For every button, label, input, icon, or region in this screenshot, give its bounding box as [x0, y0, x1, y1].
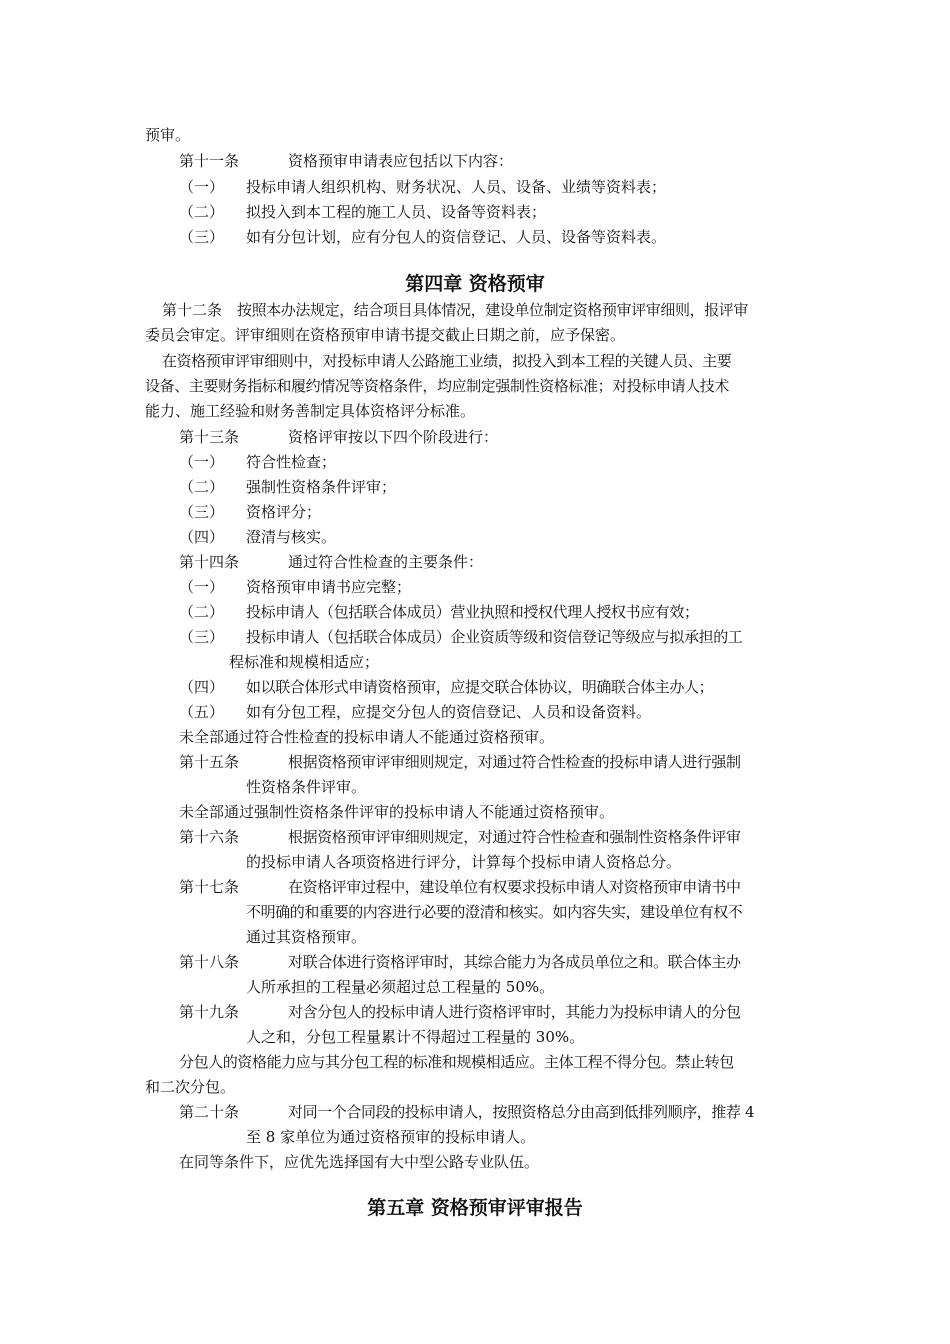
list-item-text: 投标申请人组织机构、财务状况、人员、设备、业绩等资料表；: [246, 178, 667, 196]
article-number: 第十九条: [179, 1003, 240, 1021]
article-number: 第十二条: [162, 301, 223, 319]
list-item-number: （一）: [179, 178, 225, 196]
article-text: 根据资格预审评审细则规定，对通过符合性检查的投标申请人进行强制: [288, 753, 741, 771]
list-item-text: 如有分包工程，应提交分包人的资信登记、人员和设备资料。: [246, 703, 652, 721]
list-item-number: （五）: [179, 703, 225, 721]
chapter-4-heading: 第四章 资格预审: [405, 273, 545, 295]
list-item-number: （三）: [179, 503, 225, 521]
article-text: 通过符合性检查的主要条件：: [288, 553, 484, 571]
article-text: 对联合体进行资格评审时，其综合能力为各成员单位之和。联合体主办: [288, 953, 741, 971]
document-page: 预审。 第十一条 资格预审申请表应包括以下内容： （一） 投标申请人组织机构、财务状况、人员、设备、业绩等资料表； （二） 拟投入到本工程的施工人员、设备等资料表； （三） 如有分包计划，应有分包人的资信登记、人员、设备等资料表。 第四章 资格预审 第十二条 按照本办法规定，结合项目具体情况，建设单位制定资格预审评审细则，报评审 委员会审定。评审细则在资格预审申请书提交截止日期之前，应予保密。 在资格预审评审细则中，对投标申请人公路施工业绩，拟投入到本工程的关键人员、主要 设备、主要财务指标和履约情况等资格条件，均应制定强制性资格标准；对投标申请人技术 能力、施工经验和财务善制定具体资格评分标准。 第十三条 资格评审按以下四个阶段进行： （一） 符合性检查； （二） 强制性资格条件评审； （三） 资格评分； （四） 澄清与核实。 第十四条 通过符合性检查的主要条件： （一） 资格预审申请书应完整； （二） 投标申请人（包括联合体成员）营业执照和授权代理人授权书应有效； （三） 投标申请人（包括联合体成员）企业资质等级和资信登记等级应与拟承担的工 程标准和规模相适应； （四） 如以联合体形式申请资格预审，应提交联合体协议，明确联合体主办人； （五） 如有分包工程，应提交分包人的资信登记、人员和设备资料。 未全部通过符合性检查的投标申请人不能通过资格预审。 第十五条 根据资格预审评审细则规定，对通过符合性检查的投标申请人进行强制 性资格条件评审。 未全部通过强制性资格条件评审的投标申请人不能通过资格预审。 第十六条 根据资格预审评审细则规定，对通过符合性检查和强制性资格条件评审 的投标申请人各项资格进行评分，计算每个投标申请人资格总分。 第十七条 在资格评审过程中，建设单位有权要求投标申请人对资格预审申请书中 不明确的和重要的内容进行必要的澄清和核实。如内容失实，建设单位有权不 通过其资格预审。 第十八条 对联合体进行资格评审时，其综合能力为各成员单位之和。联合体主办 人所承担的工程量必须超过总工程量的 50%。 第十九条 对含分包人的投标申请人进行资格评审时，其能力为投标申请人的分包 人之和，分包工程量累计不得超过工程量的 30%。 分包人的资格能力应与其分包工程的标准和规模相适应。主体工程不得分包。禁止转包 和二次分包。 第二十条 对同一个合同段的投标申请人，按照资格总分由高到低排列顺序，推荐 4 至 8 家单位为通过资格预审的投标申请人。 在同等条件下，应优先选择国有大中型公路专业队伍。 第五章 资格预审评审报告: [0, 0, 950, 1344]
article-text: 资格评审按以下四个阶段进行：: [288, 428, 499, 446]
article-number: 第十四条: [179, 553, 240, 571]
list-item-number: （一）: [179, 578, 225, 596]
list-item-text: 如以联合体形式申请资格预审，应提交联合体协议，明确联合体主办人；: [246, 678, 714, 696]
list-item-number: （二）: [179, 603, 225, 621]
article-number: 第二十条: [179, 1103, 240, 1121]
list-item-text: 投标申请人（包括联合体成员）营业执照和授权代理人授权书应有效；: [246, 603, 699, 621]
list-item-number: （四）: [179, 678, 225, 696]
list-item-text: 如有分包计划，应有分包人的资信登记、人员、设备等资料表。: [246, 228, 667, 246]
article-number: 第十一条: [179, 152, 240, 170]
list-item-text: 强制性资格条件评审；: [246, 478, 397, 496]
article-number: 第十三条: [179, 428, 240, 446]
article-number: 第十八条: [179, 953, 240, 971]
list-item-number: （三）: [179, 628, 225, 646]
list-item-number: （四）: [179, 528, 225, 546]
list-item-text: 投标申请人（包括联合体成员）企业资质等级和资信登记等级应与拟承担的工: [246, 628, 743, 646]
list-item-text: 资格评分；: [246, 503, 322, 521]
list-item-text: 符合性检查；: [246, 453, 337, 471]
article-text: 按照本办法规定，结合项目具体情况，建设单位制定资格预审评审细则，报评审: [237, 301, 749, 319]
article-number: 第十六条: [179, 828, 240, 846]
list-item-text: 拟投入到本工程的施工人员、设备等资料表；: [246, 203, 547, 221]
article-number: 第十七条: [179, 878, 240, 896]
article-text: 对含分包人的投标申请人进行资格评审时，其能力为投标申请人的分包: [288, 1003, 741, 1021]
list-item-number: （二）: [179, 203, 225, 221]
article-text: 资格预审申请表应包括以下内容：: [288, 152, 514, 170]
list-item-text: 资格预审申请书应完整；: [246, 578, 412, 596]
article-text: 在资格评审过程中，建设单位有权要求投标申请人对资格预审申请书中: [288, 878, 741, 896]
list-item-text: 澄清与核实。: [246, 528, 337, 546]
article-number: 第十五条: [179, 753, 240, 771]
list-item-number: （一）: [179, 453, 225, 471]
list-item-number: （二）: [179, 478, 225, 496]
article-text: 对同一个合同段的投标申请人，按照资格总分由高到低排列顺序，推荐 4: [288, 1103, 755, 1121]
chapter-5-heading: 第五章 资格预审评审报告: [367, 1197, 583, 1219]
article-text: 根据资格预审评审细则规定，对通过符合性检查和强制性资格条件评审: [288, 828, 741, 846]
list-item-number: （三）: [179, 228, 225, 246]
